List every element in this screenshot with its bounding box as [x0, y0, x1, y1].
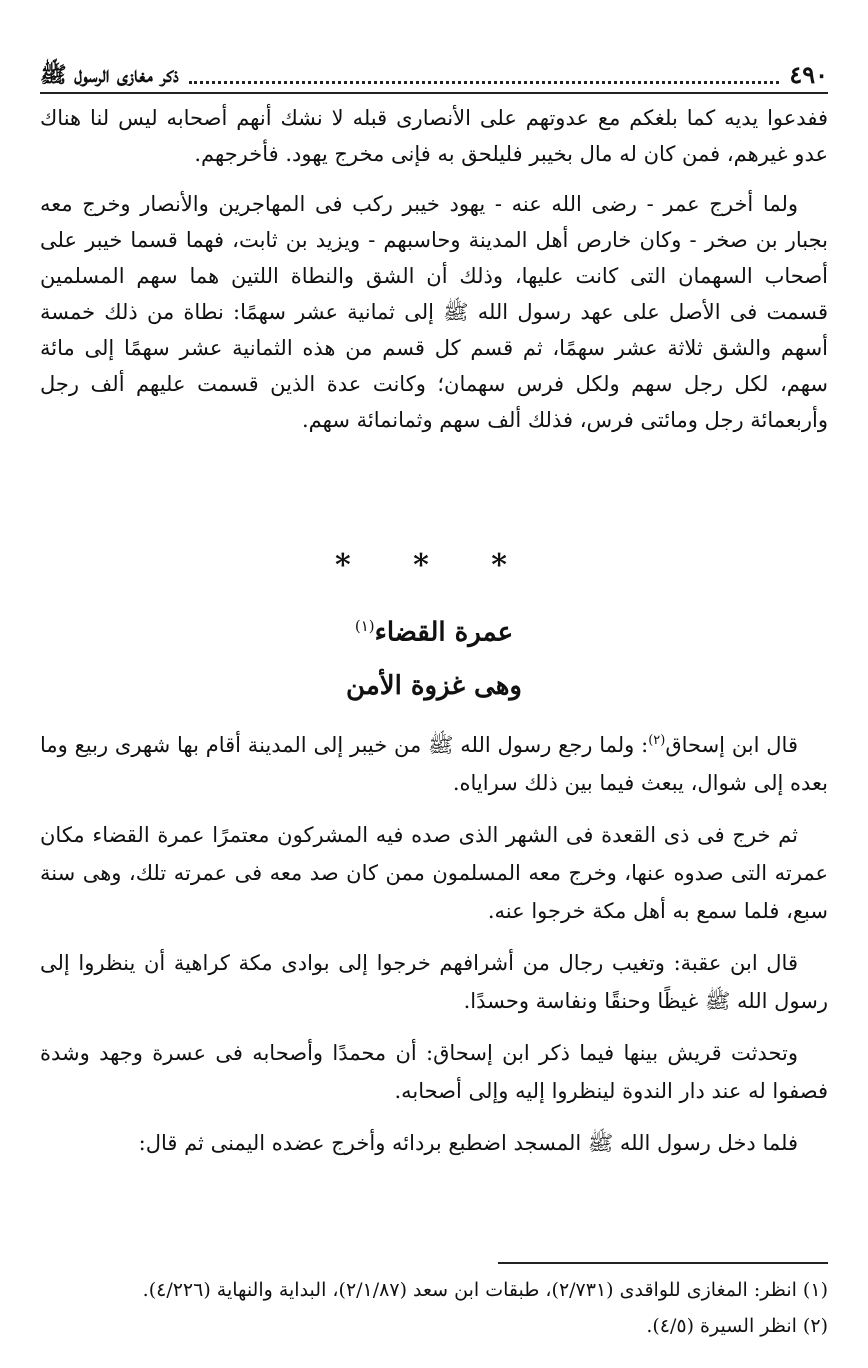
paragraph-continuation: ففدعوا يديه كما بلغكم مع عدوتهم على الأنصارى قبله لا نشك أنهم أصحابه ليس لنا هناك عدو غيرهم، فمن كان له مال بخيبر فليلحق به فإنى مخرج يهود. فأخرجهم.: [40, 106, 828, 166]
section-title: [0, 606, 868, 653]
body-bottom: [40, 722, 828, 1176]
paragraph-dhul-qada: ثم خرج فى ذى القعدة فى الشهر الذى صده فيه المشركون معتمرًا عمرة القضاء مكان عمرته التى صدوه عنها، وخرج معه المسلمون ممن كان صد معه فى عمرته تلك، وهى سنة سبع، فلما سمع به أهل مكة خرجوا عنه.: [40, 823, 828, 923]
running-title: ذكر مغازى الرسول ﷺ: [40, 62, 179, 88]
footnote-divider: [498, 1262, 828, 1264]
paragraph-entering-mosque: فلما دخل رسول الله ﷺ المسجد اضطبع بردائه وأخرج عضده اليمنى ثم قال:: [138, 1131, 798, 1155]
page-header: [40, 52, 828, 94]
page-number: ٤٩٠: [789, 60, 828, 89]
paragraph-ibn-uqba: قال ابن عقبة: وتغيب رجال من أشرافهم خرجوا إلى بوادى مكة كراهية أن ينظروا إلى رسول الله ﷺ غيظًا وحنقًا ونفاسة وحسدًا.: [40, 951, 828, 1013]
footnote-ref-1: (١): [354, 617, 375, 635]
paragraph-ibn-ishaq-rest: : ولما رجع رسول الله ﷺ من خيبر إلى المدينة أقام بها شهرى ربيع وما بعده إلى شوال، يبعث فيما بين ذلك سراياه.: [40, 733, 828, 795]
header-dot-leader: [189, 81, 780, 84]
section-separator: * * *: [335, 548, 533, 583]
paragraph-ibn-ishaq-start: قال ابن إسحاق: [665, 733, 798, 757]
footnote-2: (٢) انظر السيرة (٤/٥).: [646, 1315, 828, 1337]
footnotes: [40, 1272, 828, 1344]
paragraph-quraysh: وتحدثت قريش بينها فيما ذكر ابن إسحاق: أن محمدًا وأصحابه فى عسرة وجهد وشدة فصفوا له عند دار الندوة لينظروا إليه وإلى أصحابه.: [40, 1041, 828, 1103]
paragraph-ibn-ishaq: [40, 722, 828, 802]
paragraph-khaybar-division: ولما أخرج عمر - رضى الله عنه - يهود خيبر ركب فى المهاجرين والأنصار وخرج معه بجبار بن صخر - وكان خارص أهل المدينة وحاسبهم - ويزيد بن ثابت، فهما قسما خيبر على أصحاب السهمان التى كانت عليها، وذلك أن الشق والنطاة اللتين هما سهم المسلمين قسمت فى الأصل على عهد رسول الله ﷺ إلى ثمانية عشر سهمًا: نطاة من ذلك خمسة أسهم والشق ثلاثة عشر سهمًا، ثم قسم كل قسم من هذه الثمانية عشر سهمًا إلى مائة سهم، لكل رجل سهم ولكل فرس سهمان؛ وكانت عدة الذين قسمت عليهم ألف رجل وأربعمائة رجل ومائتى فرس، فذلك ألف سهم وثمانمائة سهم.: [40, 192, 828, 432]
section-title-text: عمرة القضاء: [374, 617, 514, 648]
footnote-ref-2: (٢): [648, 733, 666, 748]
footnote-1: (١) انظر: المغازى للواقدى (٢/٧٣١)، طبقات ابن سعد (٢/١/٨٧)، البداية والنهاية (٤/٢٢٦).: [142, 1279, 828, 1301]
section-subtitle: وهى غزوة الأمن: [346, 671, 522, 701]
body-top: [40, 100, 828, 438]
